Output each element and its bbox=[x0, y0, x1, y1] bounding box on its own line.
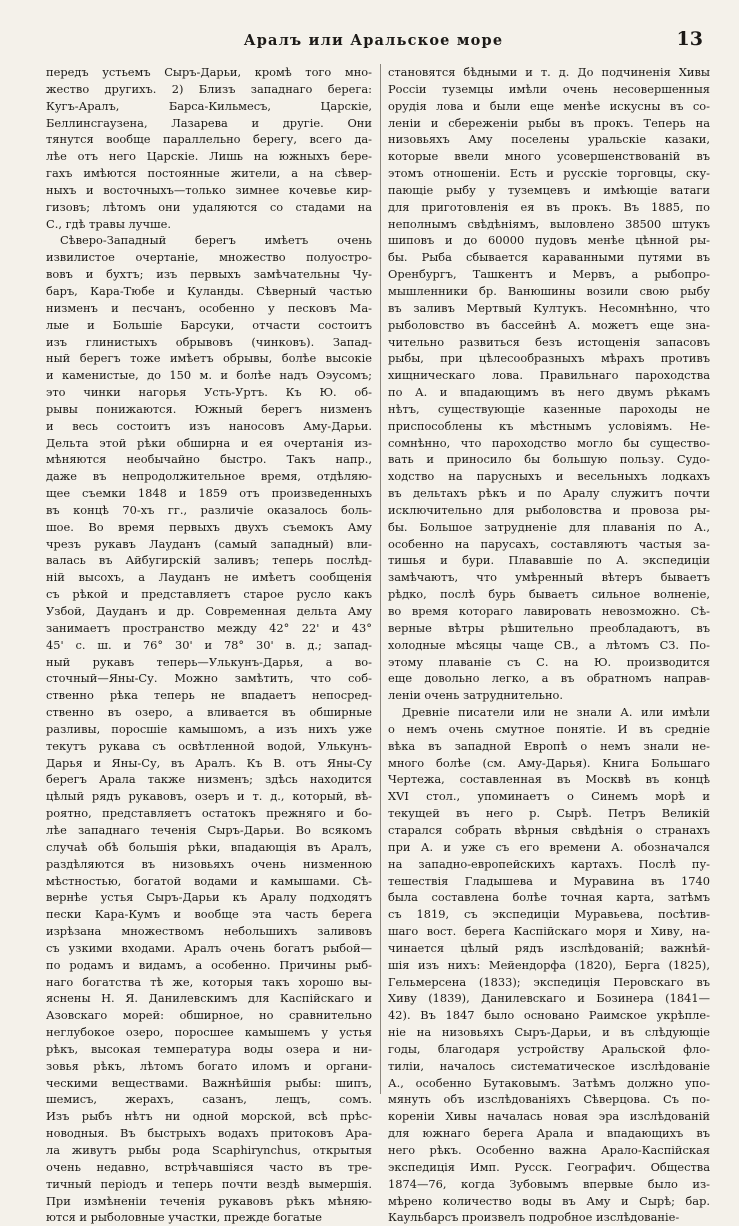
text-line: низменъ и песчанъ, особенно у песковъ Ма- bbox=[46, 300, 372, 315]
text-line: неглубокое озеро, поросшее камышемъ у устья bbox=[46, 1025, 372, 1040]
text-line: шиповъ и до 60000 пудовъ менѣе цѣнной ры- bbox=[388, 233, 710, 248]
text-line: бы. Рыба сбывается караванными путями въ bbox=[388, 250, 710, 265]
text-line: ный берегъ тоже имѣетъ обрывы, болѣе высокіе bbox=[46, 351, 372, 366]
text-line: ственно рѣка теперь не впадаетъ непосред- bbox=[46, 688, 372, 703]
text-line: текущей въ него р. Сырѣ. Петръ Великій bbox=[388, 806, 710, 821]
text-line: леніи и сбереженіи рыбы въ прокъ. Теперь на bbox=[388, 115, 710, 130]
text-line: которые ввели много усовершенствованій въ bbox=[388, 149, 710, 164]
text-line: изрѣзана множествомъ небольшихъ заливовъ bbox=[46, 924, 372, 939]
text-line: этомъ отношеніи. Есть и русскіе торговцы, ску- bbox=[388, 166, 710, 181]
text-line: текутъ рукава съ освѣтленной водой, Улькунъ- bbox=[46, 738, 372, 753]
text-line: него рѣкъ. Особенно важна Арало-Каспійская bbox=[388, 1143, 710, 1157]
text-line: экспедиція Имп. Русск. Географич. Общества bbox=[388, 1159, 710, 1174]
text-line: 42). Въ 1847 было основано Раимское укрѣпле- bbox=[388, 1008, 710, 1023]
text-line: гахъ имѣются постоянные жители, а на сѣвер- bbox=[46, 166, 372, 181]
text-line: рывы понижаются. Южный берегъ низменъ bbox=[46, 401, 372, 416]
text-line: это чинки нагорья Усть-Уртъ. Къ Ю. об- bbox=[46, 385, 372, 400]
text-line: особенно на парусахъ, составляютъ частыя за- bbox=[388, 536, 710, 551]
text-line: при А. и уже съ его времени А. обозначался bbox=[388, 839, 710, 854]
text-line: баръ, Кара-Тюбе и Куланды. Сѣверный частью bbox=[46, 283, 372, 298]
text-line: чрезъ рукавъ Лауданъ (самый западный) вли- bbox=[46, 536, 372, 551]
text-line: рыболовство въ бассейнѣ А. можетъ еще зна- bbox=[388, 317, 710, 332]
text-line: рыбы, при цѣлесообразныхъ мѣрахъ противъ bbox=[388, 351, 710, 366]
text-line: чинается цѣлый рядъ изслѣдованій; важнѣй- bbox=[388, 940, 710, 955]
text-line: разливы, поросшіе камышомъ, а изъ нихъ уже bbox=[46, 721, 372, 736]
text-line: щее съемки 1848 и 1859 отъ произведенныхъ bbox=[46, 486, 372, 501]
text-line: Древніе писатели или не знали А. или имѣли bbox=[402, 705, 710, 720]
text-line: шія изъ нихъ: Мейендорфа (1820), Берга (1825), bbox=[388, 957, 710, 972]
text-line: Азовскаго морей: обширное, но сравнительно bbox=[46, 1008, 372, 1023]
text-line: Сѣверо-Западный берегъ имѣетъ очень bbox=[60, 233, 372, 248]
text-line: раздѣляются въ низовьяхъ очень низменною bbox=[46, 856, 372, 871]
text-line: берегъ Арала также низменъ; здѣсь находится bbox=[46, 772, 372, 787]
text-line: тишья и бури. Плававшіе по А. экспедиціи bbox=[388, 553, 710, 568]
page-number: 13 bbox=[676, 28, 703, 50]
text-line: шое. Во время первыхъ двухъ съемокъ Аму bbox=[46, 519, 372, 534]
text-line: Гельмерсена (1833); экспедиція Перовскаго въ bbox=[388, 974, 710, 989]
text-line: холодные мѣсяцы чаще СВ., а лѣтомъ СЗ. По- bbox=[388, 637, 710, 652]
text-line: Россіи туземцы имѣли очень несовершенныя bbox=[388, 81, 710, 96]
text-line: случаѣ обѣ большія рѣки, впадающія въ Аралъ, bbox=[46, 839, 372, 854]
column-divider bbox=[380, 64, 381, 1094]
text-line: орудія лова и были еще менѣе искусны въ со- bbox=[388, 98, 710, 113]
text-line: пающіе рыбу у туземцевъ и имѣющіе ватаги bbox=[388, 182, 710, 197]
text-line: изъ глинистыхъ обрывовъ (чинковъ). Запад- bbox=[46, 334, 372, 349]
text-line: валась въ Айбугирскій заливъ; теперь послѣд- bbox=[46, 553, 372, 568]
text-line: ственно въ озеро, а вливается въ обширные bbox=[46, 705, 372, 720]
text-line: жество другихъ. 2) Близъ западнаго берега: bbox=[46, 81, 372, 96]
right-text-column bbox=[388, 64, 710, 1226]
text-line: много болѣе (см. Аму-Дарья). Книга Большаго bbox=[388, 755, 710, 770]
text-line: Дарья и Яны-Су, въ Аралъ. Къ В. отъ Яны-Су bbox=[46, 755, 372, 770]
text-line: лѣе отъ него Царскіе. Лишь на южныхъ бере- bbox=[46, 149, 372, 164]
text-line: старался собрать вѣрныя свѣдѣнія о странахъ bbox=[388, 822, 710, 837]
text-line: въ концѣ 70-хъ гг., различіе оказалось боль- bbox=[46, 502, 372, 517]
text-line: вать и приносило бы большую пользу. Судо- bbox=[388, 452, 710, 467]
page-header bbox=[44, 28, 703, 58]
text-line: ный рукавъ теперь—Улькунъ-Дарья, а во- bbox=[46, 654, 372, 669]
text-line: леніи очень затруднительно. bbox=[388, 688, 564, 703]
text-line: ныхъ и восточныхъ—только зимнее кочевье кир- bbox=[46, 182, 372, 197]
text-line: наго богатства тѣ же, которыя такъ хорошо вы- bbox=[46, 974, 372, 989]
text-line: тешествія Гладышева и Муравина въ 1740 bbox=[388, 873, 710, 888]
text-line: ческими веществами. Важнѣйшія рыбы: шипъ, bbox=[46, 1075, 372, 1090]
text-line: пески Кара-Кумъ и вообще эта часть берега bbox=[46, 907, 372, 922]
text-line: въ дельтахъ рѣкъ и по Аралу служитъ почти bbox=[388, 486, 710, 501]
text-line: для приготовленія ея въ прокъ. Въ 1885, по bbox=[388, 199, 710, 214]
text-line: занимаетъ пространство между 42° 22' и 43° bbox=[46, 620, 372, 635]
text-line: на западно-европейскихъ картахъ. Послѣ пу- bbox=[388, 856, 710, 871]
text-line: по А. и впадающимъ въ него двумъ рѣкамъ bbox=[388, 385, 710, 400]
text-line: новодныя. Въ быстрыхъ водахъ притоковъ Ара- bbox=[46, 1126, 372, 1141]
text-line: Кугъ-Аралъ, Барса-Кильмесъ, Царскіе, bbox=[46, 98, 372, 113]
text-line: ются и рыболовные участки, прежде богатые bbox=[46, 1210, 322, 1225]
text-line: низовьяхъ Аму поселены уральскіе казаки, bbox=[388, 132, 710, 147]
text-line: даже въ непродолжительное время, отдѣляю- bbox=[46, 469, 372, 484]
text-line: зовья рѣкъ, лѣтомъ богато иломъ и органи- bbox=[46, 1058, 372, 1073]
text-line: этому плаваніе съ С. на Ю. производится bbox=[388, 654, 710, 669]
text-line: еще довольно легко, а въ обратномъ направ- bbox=[388, 671, 710, 686]
text-line: съ узкими входами. Аралъ очень богатъ рыбой— bbox=[46, 940, 372, 955]
text-line: Хиву (1839), Данилевскаго и Бозинера (1841— bbox=[388, 991, 710, 1006]
text-line: цѣлый рядъ рукавовъ, озеръ и т. д., который, вѣ- bbox=[46, 789, 372, 804]
text-line: Беллинсгаузена, Лазарева и другіе. Они bbox=[46, 115, 372, 130]
text-line: лые и Большіе Барсуки, отчасти состоитъ bbox=[46, 317, 372, 332]
text-line: бы. Большое затрудненіе для плаванія по А., bbox=[388, 519, 710, 534]
text-line: о немъ очень смутное понятіе. И въ средніе bbox=[388, 721, 710, 736]
text-line: XVI стол., упоминаетъ о Синемъ морѣ и bbox=[388, 789, 710, 804]
text-line: мянуть объ изслѣдованіяхъ Сѣверцова. Съ по- bbox=[388, 1092, 710, 1107]
text-line: рѣкъ, высокая температура воды озера и ни- bbox=[46, 1041, 372, 1056]
text-line: ходство на парусныхъ и весельныхъ лодкахъ bbox=[388, 469, 710, 484]
text-line: вѣка въ западной Европѣ о немъ знали не- bbox=[388, 738, 710, 753]
text-line: Каульбарсъ произвелъ подробное изслѣдованіе- bbox=[388, 1210, 680, 1225]
text-line: рѣдко, послѣ бурь бываетъ сильное волненіе, bbox=[388, 587, 710, 602]
text-line: въ заливъ Мертвый Култукъ. Несомнѣнно, что bbox=[388, 300, 710, 315]
text-line: вернѣе устья Сыръ-Дарьи къ Аралу подходятъ bbox=[46, 890, 372, 905]
text-line: исключительно для рыболовства и провоза ры- bbox=[388, 502, 710, 517]
text-line: извилистое очертаніе, множество полуостро- bbox=[46, 250, 372, 265]
text-line: Изъ рыбъ нѣтъ ни одной морской, всѣ прѣс- bbox=[46, 1109, 372, 1124]
text-line: хищническаго лова. Правильнаго пароходства bbox=[388, 368, 710, 383]
text-line: А., особенно Бутаковымъ. Затѣмъ должно упо- bbox=[388, 1075, 710, 1090]
text-line: роятно, представляетъ остатокъ прежняго и бо- bbox=[46, 806, 372, 821]
text-line: кореніи Хивы началась новая эра изслѣдованій bbox=[388, 1109, 710, 1124]
text-line: съ рѣкой и представляетъ старое русло какъ bbox=[46, 587, 372, 602]
left-text-column bbox=[46, 64, 372, 1226]
text-line: мышленники бр. Ванюшины возили свою рыбу bbox=[388, 283, 710, 298]
text-line: и каменистые, до 150 м. и болѣе надъ Оэусомъ; bbox=[46, 368, 372, 383]
text-line: тиліи, началось систематическое изслѣдованіе bbox=[388, 1058, 710, 1073]
text-line: становятся бѣдными и т. д. До подчиненія Хивы bbox=[388, 65, 710, 79]
text-line: Чертежа, составленная въ Москвѣ въ концѣ bbox=[388, 772, 710, 787]
text-line: ніе на низовьяхъ Сыръ-Дарьи, и въ слѣдующіе bbox=[388, 1025, 710, 1040]
text-line: 1874—76, когда Зубовымъ впервые было из- bbox=[388, 1176, 710, 1191]
text-line: мѣстностью, богатой водами и камышами. Сѣ- bbox=[46, 873, 372, 888]
text-line: С., гдѣ травы лучше. bbox=[46, 216, 171, 231]
text-line: приспособлены къ мѣстнымъ условіямъ. Не- bbox=[388, 418, 710, 433]
text-line: вовъ и бухтъ; изъ первыхъ замѣчательны Чу- bbox=[46, 267, 372, 282]
running-title: Аралъ или Аральское море bbox=[243, 32, 504, 49]
text-line: неполнымъ свѣдѣніямъ, выловлено 38500 штукъ bbox=[388, 216, 710, 231]
text-line: чительно развиться безъ истощенія запасовъ bbox=[388, 334, 710, 349]
text-line: гизовъ; лѣтомъ они удаляются со стадами на bbox=[46, 199, 372, 214]
text-line: для южнаго берега Арала и впадающихъ въ bbox=[388, 1126, 710, 1141]
text-line: мѣрено количество воды въ Аму и Сырѣ; бар. bbox=[388, 1193, 710, 1208]
text-line: годы, благодаря устройству Аральской фло- bbox=[388, 1041, 710, 1056]
text-line: верные вѣтры рѣшительно преобладаютъ, въ bbox=[388, 620, 710, 635]
text-line: во время котораго лавировать невозможно. Сѣ- bbox=[388, 604, 710, 618]
text-line: сточный—Яны-Су. Можно замѣтить, что соб- bbox=[46, 671, 372, 686]
text-line: по родамъ и видамъ, а особенно. Причины рыб- bbox=[46, 957, 372, 972]
text-line: была составлена болѣе точная карта, затѣмъ bbox=[388, 890, 710, 905]
text-line: Дельта этой рѣки обширна и ея очертанія из- bbox=[46, 435, 372, 450]
text-line: При измѣненіи теченія рукавовъ рѣкъ мѣняю- bbox=[46, 1193, 372, 1208]
text-line: нѣтъ, существующіе казенные пароходы не bbox=[388, 401, 710, 416]
text-line: лѣе западнаго теченія Сыръ-Дарьи. Во всякомъ bbox=[46, 822, 372, 837]
text-line: ній высохъ, а Лауданъ не имѣетъ сообщенія bbox=[46, 570, 372, 585]
text-line: Оренбургъ, Ташкентъ и Мервъ, а рыбопро- bbox=[388, 267, 710, 282]
text-line: сомнѣнно, что пароходство могло бы существо- bbox=[388, 435, 710, 450]
text-line: шемисъ, жерахъ, сазанъ, лещъ, сомъ. bbox=[46, 1092, 372, 1107]
text-line: тичный періодъ и теперь почти вездѣ вымершія. bbox=[46, 1176, 372, 1191]
text-line: мѣняются необычайно быстро. Такъ напр., bbox=[46, 452, 372, 467]
text-line: замѣчаютъ, что умѣренный вѣтеръ бываетъ bbox=[388, 570, 710, 585]
text-line: и весь состоитъ изъ наносовъ Аму-Дарьи. bbox=[46, 418, 372, 433]
text-line: тянутся вообще параллельно берегу, всего да- bbox=[46, 132, 372, 147]
text-line: съ 1819, съ экспедиціи Муравьева, посѣтив- bbox=[388, 907, 710, 922]
text-line: 45' с. ш. и 76° 30' и 78° 30' в. д.; запад- bbox=[46, 637, 372, 652]
text-line: очень недавно, встрѣчавшіяся часто въ тре- bbox=[46, 1159, 372, 1174]
text-line: яснены Н. Я. Данилевскимъ для Каспійскаго и bbox=[46, 991, 372, 1006]
text-line: Узбой, Дауданъ и др. Современная дельта Аму bbox=[46, 604, 372, 618]
text-line: ла живутъ рыбы рода Scaphirynchus, открытыя bbox=[46, 1143, 372, 1157]
text-line: передъ устьемъ Сыръ-Дарьи, кромѣ того мно- bbox=[46, 65, 372, 79]
text-line: шаго вост. берега Каспійскаго моря и Хиву, на- bbox=[388, 924, 710, 939]
